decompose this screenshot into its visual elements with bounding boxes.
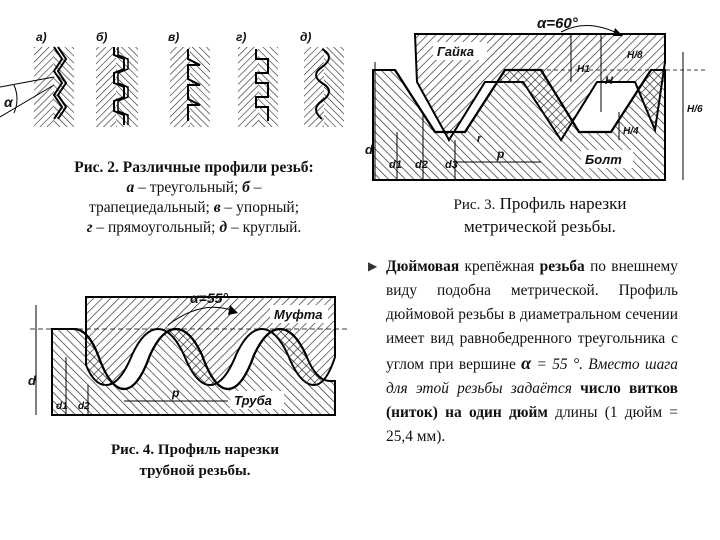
fig3-dim-h6: H/6 [687, 104, 703, 115]
body-alpha: α [521, 353, 532, 373]
fig2-cap-a: а [126, 179, 135, 196]
fig3-dim-p: p [497, 147, 505, 161]
fig4-caption-line2: трубной резьбы. [139, 463, 251, 479]
body-text-2: по внешнему виду подобна метрической. Профиль дюймовой резьбы в диаметральном сечении имеет вид равнобедренного треугольника с углом при вершине [386, 258, 678, 373]
fig4-angle-label: α=55° [190, 290, 229, 306]
panel-d-round [304, 47, 344, 127]
fig3-caption-rest: Профиль нарезки [499, 194, 627, 213]
body-paragraph [386, 255, 678, 449]
fig4-dim-d1: d1 [56, 401, 68, 412]
body-bold-3: число витков (ниток) на один дюйм [386, 380, 678, 421]
fig2-cap-a-text: – треугольный; [138, 179, 239, 196]
fig2-cap-v: в [213, 199, 221, 216]
body-text-1: крепёжная [464, 258, 535, 275]
fig2-cap-d: д [219, 219, 228, 236]
fig3-angle-label: α=60° [537, 15, 578, 32]
fig3-dim-d1: d1 [389, 159, 402, 171]
fig3-dim-d3: d3 [445, 159, 458, 171]
fig2-label-v: в) [168, 30, 180, 44]
fig2-cap-v-text: – упорный; [224, 199, 300, 216]
fig2-cap-g: г [86, 219, 93, 236]
fig2-label-g: г) [236, 30, 247, 44]
fig3-caption-prefix: Рис. 3. [453, 197, 496, 213]
fig3-dim-d2: d2 [415, 159, 428, 171]
fig3-dim-d: d [365, 142, 373, 157]
fig4-pipe-label: Труба [234, 393, 272, 408]
fig4-pipe-thread [30, 285, 352, 433]
fig3-dim-h8: H/8 [627, 50, 643, 61]
bullet-arrow-icon: ▶ [368, 259, 378, 273]
fig2-cap-b-text: – [253, 179, 262, 196]
panel-b-trapezoidal [96, 47, 138, 127]
body-text-3: = 55 °. Вместо шага для этой резьбы задаётся [386, 356, 678, 397]
fig2-cap-line3: трапециедальный; [88, 199, 210, 216]
fig3-metric-thread [365, 12, 713, 184]
fig2-label-b: б) [96, 30, 108, 44]
fig4-coupling-label: Муфта [274, 307, 323, 322]
fig2-caption [24, 158, 364, 238]
fig2-cap-g-text: – прямоугольный; [96, 219, 216, 236]
fig2-alpha: α [4, 94, 13, 110]
fig3-dim-r: r [477, 133, 482, 145]
fig2-thread-profiles [0, 25, 360, 130]
fig3-nut-label: Гайка [437, 44, 474, 59]
fig2-cap-b: б [242, 179, 250, 196]
fig3-dim-h4: H/4 [623, 126, 639, 137]
fig4-caption-line1: Рис. 4. Профиль нарезки [110, 442, 280, 458]
fig3-bolt-label: Болт [585, 152, 622, 167]
body-text-4: длины (1 дюйм = 25,4 мм). [386, 404, 678, 445]
body-bold-2: резьба [539, 258, 585, 275]
fig4-dim-d: d [28, 373, 36, 388]
fig3-dim-h: H [605, 75, 613, 87]
fig3-caption [390, 193, 690, 238]
fig4-caption [60, 440, 330, 482]
fig3-dim-h1: H1 [577, 64, 590, 75]
fig4-dim-p: p [172, 386, 180, 400]
fig2-caption-title: Рис. 2. Различные профили резьб: [74, 159, 314, 176]
fig3-caption-line2: метрической резьбы. [464, 217, 616, 236]
panel-v-buttress [170, 47, 210, 127]
body-bold-1: Дюймовая [386, 258, 460, 275]
fig2-cap-d-text: – круглый. [230, 219, 302, 236]
fig2-label-d: д) [300, 30, 312, 44]
panel-a-triangular [0, 47, 74, 127]
fig2-label-a: а) [36, 30, 47, 44]
fig4-dim-d2: d2 [78, 401, 90, 412]
panel-g-rectangular [238, 47, 278, 127]
